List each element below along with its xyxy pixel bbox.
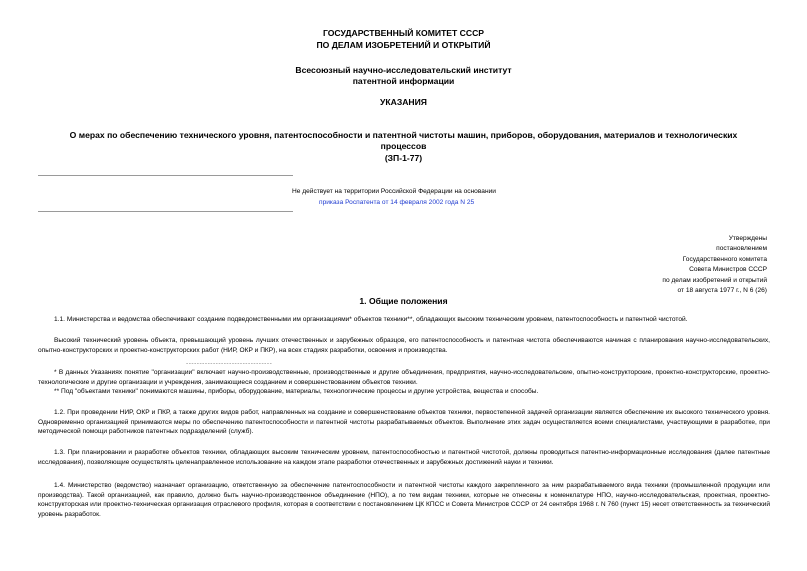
divider-rule-top — [38, 175, 293, 176]
document-type: УКАЗАНИЯ — [380, 97, 427, 107]
document-title-line1: О мерах по обеспечению технического уровня, патентоспособности и патентной чистоты машин, приборов, оборудования, материалов и технологических — [69, 130, 738, 140]
paragraph-text: 1.3. При планировании и разработке объектов техники, обладающих высоким техническим уровнем, патентоспособностью и патентной чистотой, должны проводиться патентно-информационные исследования (далее патентные исследования), позволяющие осуществлять целенаправленное использование на каждом этапе разработки отечественных и зарубежных достижений науки и техники. — [38, 449, 770, 466]
institute-line2: патентной информации — [352, 76, 455, 86]
paragraph-text: 1.4. Министерство (ведомство) назначает организацию, ответственную за обеспечение патентоспособности и патентной чистоты каждого закрепленного за ним разрабатываемого вида техники (промышленной продукции или производства). Такой организацией, как правило, должно быть научно-производственное объединение (НПО), а по тем видам техники, которые не отнесены к номенклатуре НПО, научно-исследовательская, проектная, проектно-конструкторская или проектно-техническая организация отраслевого профиля, которая в соответствии с постановлением ЦК КПСС и Совета Министров СССР от 24 сентября 1968 г. N 760 (пункт 15) несет ответственность за технический уровень разработок. — [38, 482, 770, 518]
paragraph-1-3 — [38, 448, 770, 467]
footnote-1 — [38, 368, 770, 387]
paragraph-1-4 — [38, 481, 770, 519]
org-name-line2: ПО ДЕЛАМ ИЗОБРЕТЕНИЙ И ОТКРЫТИЙ — [316, 40, 491, 50]
footnote-text: * В данных Указаниях понятие "организации" включает научно-производственные, производственные и другие объединения, предприятия, научно-исследовательские, опытно-конструкторские, проектно-конструкторские, проектно-технологические и другие организации и учреждения, занимающиеся созданием и совершенствованием объектов техники. — [38, 369, 770, 386]
divider-rule-bottom — [38, 211, 293, 212]
document-code: (ЗП-1-77) — [384, 153, 423, 163]
org-name-line1: ГОСУДАРСТВЕННЫЙ КОМИТЕТ СССР — [322, 28, 485, 38]
paragraph-1-1 — [38, 315, 770, 325]
approval-line: постановлением — [716, 245, 767, 253]
paragraph-text: Высокий технический уровень объекта, превышающий уровень лучших отечественных и зарубежных образцов, его патентоспособность и патентная чистота обеспечиваются начиная с планирования научно-исследовательских, опытно-конструкторских и проектно-конструкторских работ (НИР, ОКР и ПКР), на всех стадиях разработки, освоения и производства. — [38, 337, 770, 354]
paragraph-text: 1.1. Министерства и ведомства обеспечивают создание подведомственными им организациями* объектов техники**, обладающих высоким техническим уровнем, патентоспособность и патентной чистотой. — [54, 316, 688, 323]
approval-line: от 18 августа 1977 г., N 6 (26) — [677, 287, 767, 295]
footnote-text: ** Под "объектами техники" понимаются машины, приборы, оборудование, материалы, технологические процессы и другие устройства, вещества и способы. — [54, 388, 539, 395]
approval-line: Совета Министров СССР — [689, 266, 767, 274]
approval-line: Государственного комитета — [682, 255, 767, 263]
section-title: 1. Общие положения — [359, 296, 448, 306]
footnote-separator: -------------------------------- — [186, 360, 273, 367]
paragraph-high-level — [38, 336, 770, 355]
approval-line: по делам изобретений и открытий — [662, 276, 767, 284]
footnote-2 — [38, 387, 770, 397]
status-link[interactable]: приказа Роспатента от 14 февраля 2002 года N 25 — [319, 199, 475, 206]
approval-line: Утверждены — [728, 235, 767, 242]
approval-block — [547, 234, 767, 296]
status-notice: Не действует на территории Российской Федерации на основании — [292, 188, 496, 195]
paragraph-text: 1.2. При проведении НИР, ОКР и ПКР, а также других видов работ, направленных на создание и совершенствование объектов техники, первостепенной задачей организации является обеспечение их высокого технического уровня. Одновременно организацией принимаются меры по обеспечению патентоспособности и патентной чистоты разрабатываемых объектов. Выполнение этих задач осуществляется всеми специалистами, участвующими в разработке, при методической помощи работников патентных подразделений (служб). — [38, 409, 770, 436]
paragraph-1-2 — [38, 408, 770, 437]
document-title-line2: процессов — [380, 141, 427, 151]
institute-line1: Всесоюзный научно-исследовательский институт — [295, 65, 512, 75]
